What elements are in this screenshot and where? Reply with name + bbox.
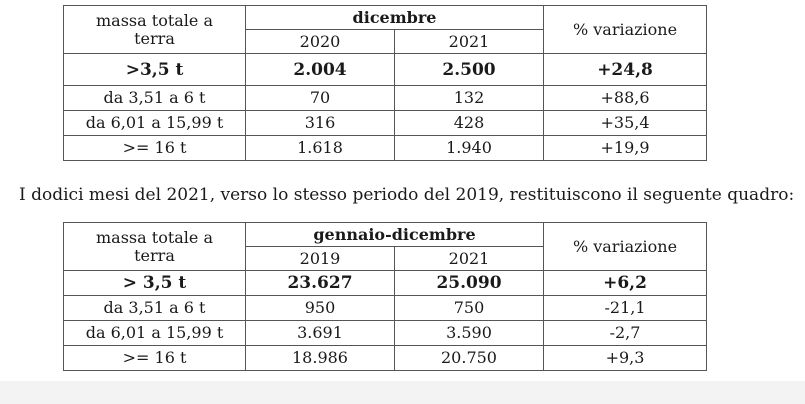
table-row xyxy=(64,86,707,111)
year2-cell: 3.590 xyxy=(395,321,544,346)
year2-header: 2021 xyxy=(395,247,544,271)
mass-cell: da 3,51 a 6 t xyxy=(64,86,246,111)
total-variation-cell: +6,2 xyxy=(544,271,707,296)
mass-cell: >= 16 t xyxy=(64,346,246,371)
total-mass-cell: >3,5 t xyxy=(64,54,246,86)
year2-cell: 750 xyxy=(395,296,544,321)
year1-cell: 316 xyxy=(246,111,395,136)
year1-cell: 70 xyxy=(246,86,395,111)
mass-header-line2: terra xyxy=(134,28,175,48)
variation-column-header: % variazione xyxy=(544,223,707,271)
year2-cell: 132 xyxy=(395,86,544,111)
mass-cell: >= 16 t xyxy=(64,136,246,161)
total-row xyxy=(64,271,707,296)
total-year1-cell: 2.004 xyxy=(246,54,395,86)
full-year-comparison-table xyxy=(63,222,707,371)
mass-header-line1: massa totale a xyxy=(96,227,213,247)
year2-cell: 1.940 xyxy=(395,136,544,161)
variation-cell: -2,7 xyxy=(544,321,707,346)
year1-cell: 950 xyxy=(246,296,395,321)
year1-cell: 18.986 xyxy=(246,346,395,371)
period-group-header: dicembre xyxy=(246,6,544,30)
year1-header: 2020 xyxy=(246,30,395,54)
total-year1-cell: 23.627 xyxy=(246,271,395,296)
mass-column-header xyxy=(64,223,246,271)
mass-cell: da 6,01 a 15,99 t xyxy=(64,321,246,346)
year1-cell: 1.618 xyxy=(246,136,395,161)
table-row xyxy=(64,136,707,161)
variation-cell: +9,3 xyxy=(544,346,707,371)
mass-column-header xyxy=(64,6,246,54)
year2-cell: 428 xyxy=(395,111,544,136)
year1-cell: 3.691 xyxy=(246,321,395,346)
period-group-header: gennaio-dicembre xyxy=(246,223,544,247)
total-variation-cell: +24,8 xyxy=(544,54,707,86)
table-row xyxy=(64,111,707,136)
mass-cell: da 6,01 a 15,99 t xyxy=(64,111,246,136)
table-header-row xyxy=(64,6,707,30)
total-row xyxy=(64,54,707,86)
total-mass-cell: > 3,5 t xyxy=(64,271,246,296)
variation-cell: -21,1 xyxy=(544,296,707,321)
december-comparison-table xyxy=(63,5,707,161)
variation-cell: +88,6 xyxy=(544,86,707,111)
variation-column-header: % variazione xyxy=(544,6,707,54)
mass-cell: da 3,51 a 6 t xyxy=(64,296,246,321)
table-row xyxy=(64,321,707,346)
table-header-row xyxy=(64,223,707,247)
bottom-bar xyxy=(0,381,805,404)
mass-header-line1: massa totale a xyxy=(96,10,213,30)
year2-cell: 20.750 xyxy=(395,346,544,371)
year2-header: 2021 xyxy=(395,30,544,54)
variation-cell: +19,9 xyxy=(544,136,707,161)
paragraph-caption: I dodici mesi del 2021, verso lo stesso periodo del 2019, restituiscono il seguente quadro: xyxy=(19,185,795,205)
mass-header-line2: terra xyxy=(134,245,175,265)
table-row xyxy=(64,296,707,321)
variation-cell: +35,4 xyxy=(544,111,707,136)
total-year2-cell: 2.500 xyxy=(395,54,544,86)
total-year2-cell: 25.090 xyxy=(395,271,544,296)
table-row xyxy=(64,346,707,371)
year1-header: 2019 xyxy=(246,247,395,271)
